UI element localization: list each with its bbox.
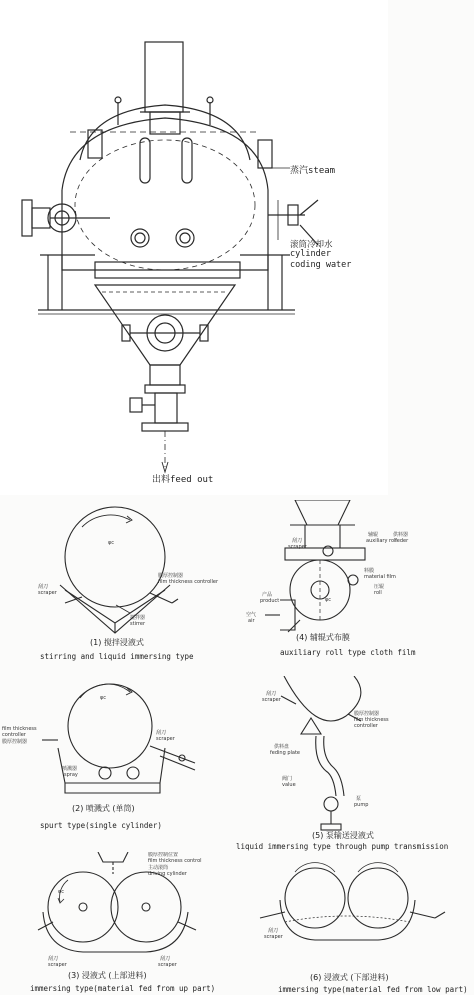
aux-roll-label-en: auxiliary roll xyxy=(366,538,397,544)
scraper-label-cn: 刮刀 xyxy=(38,584,49,590)
scraper-label-en: scraper xyxy=(262,697,281,703)
caption-en: stirring and liquid immersing type xyxy=(40,652,194,661)
scraper-label-en: scraper xyxy=(288,544,307,550)
scraper2-label-en: scraper xyxy=(158,962,177,968)
film-thickness-label-en: film thickness controller xyxy=(158,579,219,585)
position-label-cn: 膜厚控制位置 xyxy=(148,852,179,858)
aux-roll-label-cn: 辅辊 xyxy=(368,532,379,538)
cooling-water-label-cn: 滚筒冷却水 xyxy=(290,240,333,250)
caption-en: spurt type(single cylinder) xyxy=(40,821,162,830)
air-label-cn: 空气 xyxy=(246,612,257,618)
stirrer-label-cn: 搅拌器 xyxy=(130,615,146,621)
scraper-label-en: scraper xyxy=(48,962,67,968)
caption-en: immersing type(material fed from up part) xyxy=(30,984,216,993)
scraper-label-en: scraper xyxy=(264,934,283,940)
steam-label: 蒸汽steam xyxy=(290,166,336,176)
scraper-label-cn: 刮刀 xyxy=(156,730,167,736)
air-label-en: air xyxy=(248,618,255,624)
phi-label: φc xyxy=(58,889,65,895)
scraper-label-en: scraper xyxy=(38,590,57,596)
caption-en: immersing type(material fed from low part) xyxy=(278,985,468,994)
cooling-water-label-en-2: coding water xyxy=(290,260,352,270)
caption-en: auxiliary roll type cloth film xyxy=(280,648,416,657)
cooling-water-label-en-1: cylinder xyxy=(290,249,331,259)
diagram-spurt-type xyxy=(0,678,240,843)
phi-label: φc xyxy=(108,540,115,546)
scraper-label-cn: 刮刀 xyxy=(268,928,279,934)
feeding-plate-label-cn: 供料盘 xyxy=(274,744,290,750)
valve-label-en: value xyxy=(282,782,296,788)
spray-label-en: spray xyxy=(64,772,78,778)
scraper-label-en: scraper xyxy=(156,736,175,742)
product-label-cn: 产品 xyxy=(262,592,273,598)
pump-label-cn: 泵 xyxy=(356,796,362,802)
scraper-label-cn: 刮刀 xyxy=(48,956,59,962)
caption-en: liquid immersing type through pump transmission xyxy=(236,842,449,851)
feeding-plate-label-en: feding plate xyxy=(270,750,300,756)
main-drawing-panel xyxy=(0,0,388,495)
press-roll-label-cn: 压辊 xyxy=(374,584,385,590)
pump-label-en: pump xyxy=(354,802,369,808)
feed-out-label: 出料feed out xyxy=(152,475,214,485)
diagram-immersing-up-feed xyxy=(28,852,243,995)
film-thickness-label-en-2: controller xyxy=(354,723,378,729)
spray-label-cn: 喷溅器 xyxy=(62,766,78,772)
film-thickness-label-cn: 膜厚控制器 xyxy=(354,711,380,717)
scraper-label-cn: 刮刀 xyxy=(266,691,277,697)
caption-cn: (3) 浸液式 (上部进料) xyxy=(68,971,147,980)
press-roll-label-en: roll xyxy=(374,590,382,596)
feeder-label-en: feder xyxy=(395,538,409,544)
film-thickness-label-en-1: film thickness xyxy=(2,726,37,732)
film-label-cn: 料膜 xyxy=(364,568,375,574)
scraper-label-cn: 刮刀 xyxy=(292,538,303,544)
stirrer-label-en: stirrer xyxy=(130,621,145,627)
phi-label: φc xyxy=(325,597,332,603)
phi-label: φc xyxy=(100,695,107,701)
diagram-stirring-immersing xyxy=(20,505,250,675)
diagram-auxiliary-roll xyxy=(240,500,474,670)
film-label-en: material film xyxy=(364,574,396,580)
caption-cn: (4) 辅辊式布膜 xyxy=(296,633,350,642)
film-thickness-label-cn: 膜厚控制器 xyxy=(158,573,184,579)
caption-cn: (5) 泵输送浸液式 xyxy=(312,831,374,840)
driving-cylinder-label-cn: 主动滚筒 xyxy=(148,865,169,871)
product-label-en: product xyxy=(260,598,280,604)
diagram-pump-transmission xyxy=(236,676,474,851)
driving-cylinder-label-en: driving cylinder xyxy=(148,871,187,877)
film-thickness-label-cn: 膜厚控制器 xyxy=(2,739,28,745)
film-thickness-label-en-1: film thickness xyxy=(354,717,389,723)
caption-cn: (1) 搅拌浸液式 xyxy=(90,638,144,647)
valve-label-cn: 阀门 xyxy=(282,776,293,782)
caption-cn: (6) 浸液式 (下部进料) xyxy=(310,973,389,982)
position-label-en: film thickness control xyxy=(148,858,202,864)
scraper2-label-cn: 刮刀 xyxy=(160,956,171,962)
feeder-label-cn: 供料器 xyxy=(393,532,409,538)
film-thickness-label-en-2: controller xyxy=(2,732,26,738)
caption-cn: (2) 喷溅式 (单筒) xyxy=(72,804,135,813)
diagram-immersing-low-feed xyxy=(250,860,474,995)
